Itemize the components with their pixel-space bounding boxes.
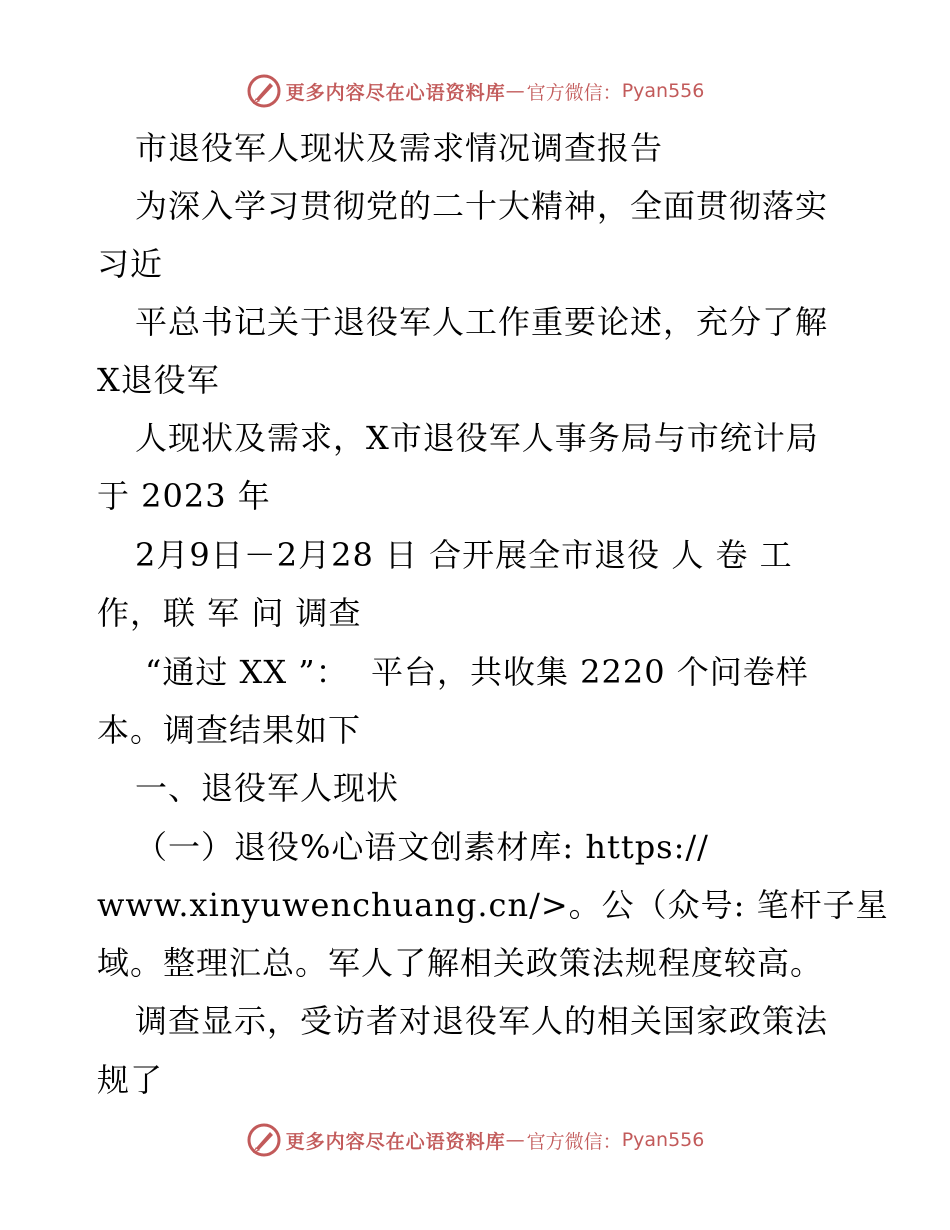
- paragraph-line: 习近: [97, 245, 164, 283]
- paragraph-line: “通过 XX ”： 平台，共收集 2220 个问卷样: [145, 653, 809, 691]
- paragraph-line: 人现状及需求，X市退役军人事务局与市统计局: [135, 419, 819, 457]
- paragraph-line: 域。整理汇总。军人了解相关政策法规程度较高。: [97, 944, 824, 982]
- section-heading: 一、退役军人现状: [135, 769, 400, 807]
- paragraph-line: 规了: [97, 1061, 164, 1099]
- paragraph-line: 为深入学习贯彻党的二十大精神，全面贯彻落实: [135, 187, 829, 225]
- banner-sub-text: 官方微信：: [526, 1130, 622, 1153]
- document-title: 市退役军人现状及需求情况调查报告: [135, 129, 664, 167]
- paragraph-line: （一）退役%心语文创素材库: https://: [135, 828, 709, 866]
- paragraph-line: 2月9日－2月28 日 合开展全市退役 人 卷 工: [135, 536, 793, 574]
- paragraph-line: 于 2023 年: [97, 477, 271, 515]
- paragraph-line: X退役军: [97, 361, 220, 399]
- banner-wechat-id: Pyan556: [621, 80, 705, 102]
- pen-logo-icon: [246, 1122, 282, 1158]
- paragraph-line: 调查显示，受访者对退役军人的相关国家政策法: [135, 1002, 829, 1040]
- banner-wechat-id: Pyan556: [621, 1129, 705, 1151]
- banner-main-text: 更多内容尽在心语资料库: [285, 1130, 506, 1153]
- pen-logo-icon: [246, 73, 282, 109]
- header-watermark-banner: [0, 69, 950, 113]
- paragraph-line: www.xinyuwenchuang.cn/>。公（众号: 笔杆子星: [97, 886, 889, 924]
- paragraph-line: 本。调查结果如下: [97, 711, 362, 749]
- paragraph-line: 平总书记关于退役军人工作重要论述，充分了解: [135, 303, 829, 341]
- banner-main-text: 更多内容尽在心语资料库: [285, 81, 506, 104]
- banner-sub-text: 官方微信：: [526, 81, 622, 104]
- paragraph-line: 作，联 军 问 调查: [97, 594, 362, 632]
- banner-separator: —: [505, 1129, 525, 1151]
- footer-watermark-banner: [0, 1118, 950, 1162]
- banner-separator: —: [505, 80, 525, 102]
